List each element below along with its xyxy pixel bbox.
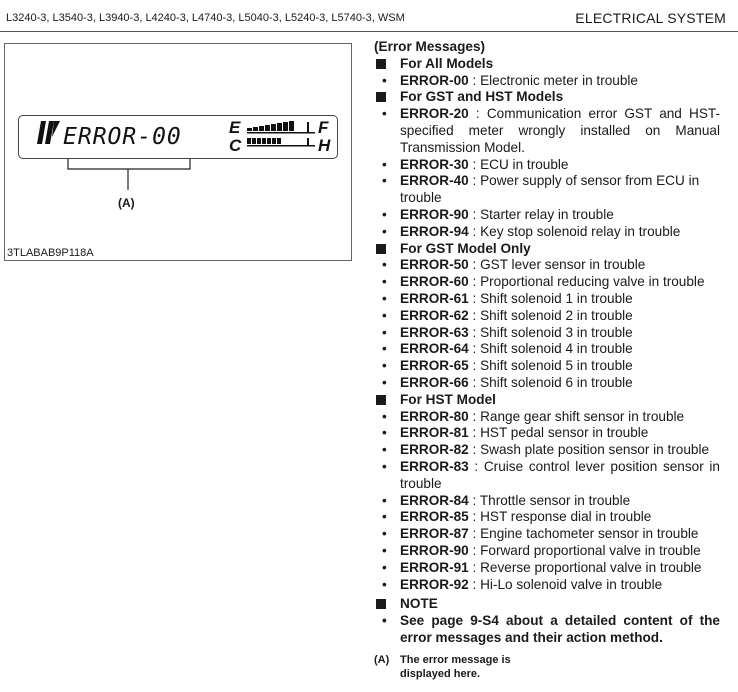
error-code: ERROR-80: [400, 408, 469, 424]
error-desc: : Swash plate position sensor in trouble: [468, 442, 710, 458]
error-desc: : ECU in trouble: [468, 156, 569, 172]
list-item: [374, 73, 720, 90]
group-label: For All Models: [400, 55, 494, 71]
error-desc: : Shift solenoid 2 in trouble: [468, 307, 633, 323]
list-item: [374, 577, 720, 594]
square-bullet-icon: [376, 59, 386, 69]
error-code: ERROR-82: [400, 442, 469, 458]
error-desc: : Electronic meter in trouble: [468, 72, 638, 88]
error-code: ERROR-63: [400, 324, 469, 340]
bullet-icon: •: [382, 72, 387, 88]
gauge-c-label: C: [229, 136, 242, 155]
error-code: ERROR-66: [400, 374, 469, 390]
error-code: ERROR-92: [400, 576, 469, 592]
section-title: ELECTRICAL SYSTEM: [575, 10, 726, 26]
list-item: [374, 341, 720, 358]
error-code: ERROR-60: [400, 274, 469, 290]
list-item: [374, 358, 720, 375]
error-code: ERROR-30: [400, 156, 469, 172]
list-item: [374, 509, 720, 526]
error-desc: : Shift solenoid 6 in trouble: [468, 374, 633, 390]
gauge-e-label: E: [229, 118, 241, 137]
group-label: For GST Model Only: [400, 240, 531, 256]
error-code: ERROR-64: [400, 341, 469, 357]
error-code: ERROR-84: [400, 492, 469, 508]
bullet-icon: •: [382, 324, 387, 340]
list-item: [374, 157, 720, 174]
bullet-icon: •: [382, 458, 387, 474]
error-code: ERROR-62: [400, 307, 469, 323]
list-title: (Error Messages): [374, 39, 486, 54]
error-desc: : Forward proportional valve in trouble: [468, 542, 701, 558]
error-code: ERROR-94: [400, 223, 469, 239]
arrow-indicator-icon: [37, 121, 60, 144]
error-desc: : HST response dial in trouble: [468, 509, 652, 525]
bullet-icon: •: [382, 173, 387, 189]
footnote: [374, 653, 720, 681]
model-list: L3240-3, L3540-3, L3940-3, L4240-3, L4740-3, L5040-3, L5240-3, L5740-3, WSM: [6, 12, 405, 24]
list-item: [374, 308, 720, 325]
bullet-icon: •: [382, 358, 387, 374]
lcd-illustration: [5, 44, 353, 262]
square-bullet-icon: [376, 244, 386, 254]
bullet-icon: •: [382, 223, 387, 239]
note-item: [374, 613, 720, 647]
error-code: ERROR-50: [400, 257, 469, 273]
footnote-line-2: displayed here.: [400, 667, 481, 680]
list-item: [374, 526, 720, 543]
lcd-figure: [4, 43, 352, 261]
list-item: [374, 325, 720, 342]
error-desc: : Shift solenoid 1 in trouble: [468, 290, 633, 306]
group-label: For GST and HST Models: [400, 89, 564, 105]
square-bullet-icon: [376, 395, 386, 405]
figure-code: 3TLABAB9P118A: [7, 247, 94, 259]
error-code: ERROR-00: [400, 72, 469, 88]
callout-label: (A): [118, 196, 135, 210]
bullet-icon: •: [382, 425, 387, 441]
bullet-icon: •: [382, 526, 387, 542]
fuel-gauge-bar: [247, 121, 315, 134]
error-code: ERROR-85: [400, 509, 469, 525]
error-desc: : Reverse proportional valve in trouble: [468, 559, 702, 575]
error-desc: : Shift solenoid 4 in trouble: [468, 341, 633, 357]
bullet-icon: •: [382, 576, 387, 592]
error-desc: : Proportional reducing valve in trouble: [468, 274, 705, 290]
bullet-icon: •: [382, 374, 387, 390]
bullet-icon: •: [382, 206, 387, 222]
bullet-icon: •: [382, 559, 387, 575]
bullet-icon: •: [382, 613, 387, 629]
error-desc: : Communication error GST and HST-specified meter wrongly installed on Manual Transmission Model.: [400, 106, 720, 155]
bullet-icon: •: [382, 290, 387, 306]
footnote-tag: (A): [374, 653, 390, 666]
list-item: [374, 543, 720, 560]
bullet-icon: •: [382, 307, 387, 323]
list-item: [374, 291, 720, 308]
group-heading: [374, 56, 720, 73]
bullet-icon: •: [382, 274, 387, 290]
list-item: [374, 274, 720, 291]
error-code: ERROR-61: [400, 290, 469, 306]
lcd-error-text: ERROR-00: [63, 124, 182, 150]
error-desc: : Engine tachometer sensor in trouble: [468, 526, 699, 542]
callout-bracket: [68, 159, 190, 190]
error-desc: : HST pedal sensor in trouble: [468, 425, 649, 441]
error-code: ERROR-20: [400, 106, 469, 122]
error-desc: : Starter relay in trouble: [468, 206, 614, 222]
list-item: [374, 409, 720, 426]
note-text: See page 9-S4 about a detailed content of the error messages and their action method.: [400, 613, 720, 645]
list-item: [374, 459, 720, 493]
group-heading: [374, 241, 720, 258]
error-code: ERROR-83: [400, 458, 469, 474]
bullet-icon: •: [382, 442, 387, 458]
error-desc: : Key stop solenoid relay in trouble: [468, 223, 681, 239]
square-bullet-icon: [376, 599, 386, 609]
header-rule: [0, 31, 738, 32]
error-desc: : Shift solenoid 5 in trouble: [468, 358, 633, 374]
list-item: [374, 106, 720, 156]
error-code: ERROR-91: [400, 559, 469, 575]
bullet-icon: •: [382, 257, 387, 273]
list-item: [374, 173, 720, 207]
group-heading: [374, 392, 720, 409]
footnote-line-1: The error message is: [400, 653, 511, 666]
error-desc: : Power supply of sensor from ECU in trouble: [400, 173, 700, 206]
group-heading: [374, 89, 720, 106]
gauge-f-label: F: [318, 118, 329, 137]
list-item: [374, 375, 720, 392]
bullet-icon: •: [382, 408, 387, 424]
error-desc: : Throttle sensor in trouble: [468, 492, 631, 508]
square-bullet-icon: [376, 92, 386, 102]
error-code: ERROR-90: [400, 206, 469, 222]
bullet-icon: •: [382, 492, 387, 508]
error-code: ERROR-40: [400, 173, 469, 189]
list-item: [374, 224, 720, 241]
group-label: For HST Model: [400, 391, 496, 407]
note-heading: [374, 596, 720, 613]
error-code: ERROR-65: [400, 358, 469, 374]
gauge-h-label: H: [318, 136, 331, 155]
error-desc: : Hi-Lo solenoid valve in trouble: [468, 576, 663, 592]
error-code: ERROR-87: [400, 526, 469, 542]
temp-gauge-bar: [247, 138, 315, 147]
bullet-icon: •: [382, 156, 387, 172]
bullet-icon: •: [382, 542, 387, 558]
error-list: [374, 39, 720, 681]
bullet-icon: •: [382, 509, 387, 525]
list-item: [374, 207, 720, 224]
error-desc: : GST lever sensor in trouble: [468, 257, 646, 273]
list-item: [374, 257, 720, 274]
list-item: [374, 560, 720, 577]
error-desc: : Range gear shift sensor in trouble: [468, 408, 685, 424]
bullet-icon: •: [382, 341, 387, 357]
error-desc: : Cruise control lever position sensor in trouble: [400, 458, 720, 491]
error-desc: : Shift solenoid 3 in trouble: [468, 324, 633, 340]
list-item: [374, 425, 720, 442]
list-item: [374, 442, 720, 459]
error-code: ERROR-81: [400, 425, 469, 441]
list-item: [374, 493, 720, 510]
note-label: NOTE: [400, 596, 438, 612]
bullet-icon: •: [382, 106, 387, 122]
page-header: [6, 10, 726, 28]
error-code: ERROR-90: [400, 542, 469, 558]
